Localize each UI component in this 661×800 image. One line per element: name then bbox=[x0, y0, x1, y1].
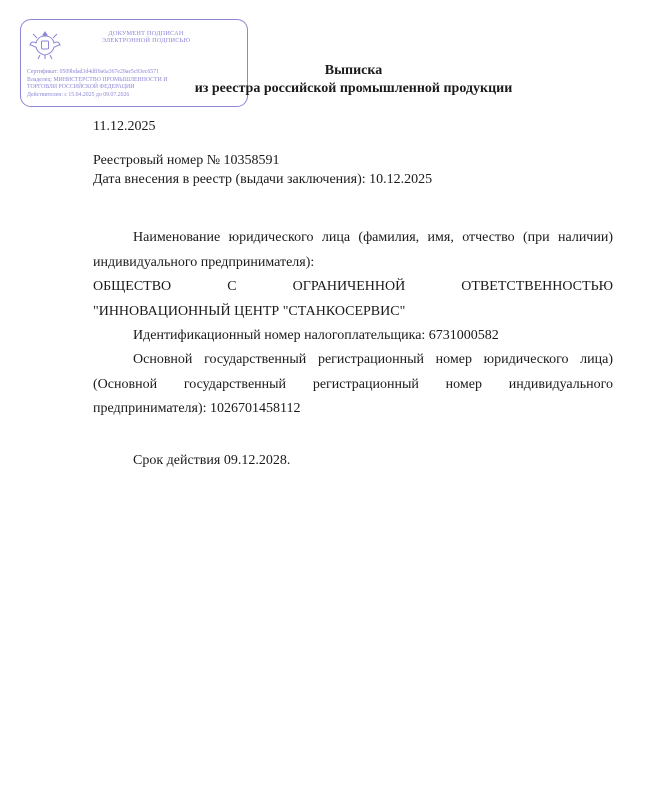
registry-date: Дата внесения в реестр (выдачи заключения): 10.12.2025 bbox=[93, 172, 433, 187]
entity-name-line-2: "ИННОВАЦИОННЫЙ ЦЕНТР "СТАНКОСЕРВИС" bbox=[93, 303, 406, 319]
ogrn: Основной государственный регистрационный номер юридического лица) (Основной государственный регистрационный номер индивидуального предпринимателя): 1026701458112 bbox=[93, 352, 613, 416]
entity-name bbox=[93, 275, 613, 324]
document-date: 11.12.2025 bbox=[93, 119, 156, 134]
document-title: Выписка bbox=[324, 63, 383, 78]
stamp-owner-2: ТОРГОВЛИ РОССИЙСКОЙ ФЕДЕРАЦИИ bbox=[27, 84, 135, 91]
registry-number: Реестровый номер № 10358591 bbox=[93, 153, 280, 168]
entity-name-line-1: ОБЩЕСТВО С ОГРАНИЧЕННОЙ ОТВЕТСТВЕННОСТЬЮ bbox=[93, 279, 613, 294]
inn: Идентификационный номер налогоплательщика: 6731000582 bbox=[133, 328, 499, 343]
stamp-heading bbox=[91, 30, 201, 44]
stamp-owner-1: Владелец: МИНИСТЕРСТВО ПРОМЫШЛЕННОСТИ И bbox=[27, 76, 168, 83]
entity-label: Наименование юридического лица (фамилия, имя, отчество (при наличии) индивидуального предпринимателя): bbox=[93, 230, 613, 270]
stamp-certificate: Сертификат: 0509bdad3d4dff9a6a367e29ae5c93ec6571 bbox=[27, 69, 159, 75]
coat-of-arms-icon bbox=[28, 28, 62, 62]
document-subtitle: из реестра российской промышленной продукции bbox=[194, 81, 513, 96]
stamp-line-1: ДОКУМЕНТ ПОДПИСАН bbox=[108, 30, 184, 37]
stamp-validity: Действителен: с 15.04.2025 до 09.07.2026 bbox=[27, 91, 130, 98]
stamp-line-2: ЭЛЕКТРОННОЙ ПОДПИСЬЮ bbox=[101, 37, 191, 45]
validity-period: Срок действия 09.12.2028. bbox=[133, 453, 291, 468]
